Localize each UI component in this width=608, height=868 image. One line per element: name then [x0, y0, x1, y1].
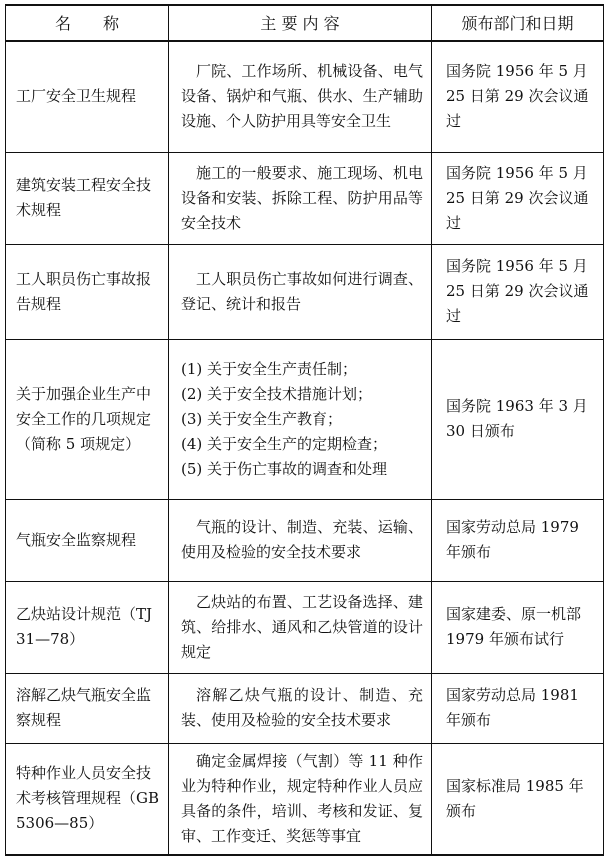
table-row	[6, 581, 604, 673]
row-issuer: 国务院 1956 年 5 月 25 日第 29 次会议通过	[432, 244, 604, 339]
row-content-list	[169, 339, 432, 499]
table-body	[6, 41, 604, 855]
row-content: 乙炔站的布置、工艺设备选择、建筑、给排水、通风和乙炔管道的设计规定	[169, 581, 432, 673]
header-issuer: 颁布部门和日期	[432, 5, 604, 41]
header-name: 名 称	[6, 5, 169, 41]
list-item: (1) 关于安全生产责任制；	[181, 359, 358, 378]
table-row	[6, 743, 604, 855]
table-row	[6, 244, 604, 339]
table-row	[6, 339, 604, 499]
table-row	[6, 41, 604, 152]
row-content: 施工的一般要求、施工现场、机电设备和安装、拆除工程、防护用品等安全技术	[169, 152, 432, 244]
row-issuer: 国家劳动总局 1981 年颁布	[432, 673, 604, 743]
row-issuer: 国家劳动总局 1979 年颁布	[432, 499, 604, 581]
row-content: 工人职员伤亡事故如何进行调查、登记、统计和报告	[169, 244, 432, 339]
row-name: 特种作业人员安全技术考核管理规程（GB 5306—85）	[6, 743, 169, 855]
row-name: 乙炔站设计规范（TJ 31—78）	[6, 581, 169, 673]
row-content: 气瓶的设计、制造、充装、运输、使用及检验的安全技术要求	[169, 499, 432, 581]
row-issuer: 国务院 1956 年 5 月 25 日第 29 次会议通过	[432, 41, 604, 152]
table-header	[6, 5, 604, 41]
list-item: (2) 关于安全技术措施计划；	[181, 384, 373, 403]
row-content: 厂院、工作场所、机械设备、电气设备、锅炉和气瓶、供水、生产辅助设施、个人防护用具等安全卫生	[169, 41, 432, 152]
list-item: (5) 关于伤亡事故的调查和处理	[181, 459, 388, 478]
row-name: 关于加强企业生产中安全工作的几项规定（简称 5 项规定）	[6, 339, 169, 499]
row-issuer: 国家标准局 1985 年颁布	[432, 743, 604, 855]
table-row	[6, 673, 604, 743]
row-name: 建筑安装工程安全技术规程	[6, 152, 169, 244]
table-row	[6, 499, 604, 581]
list-item: (4) 关于安全生产的定期检查；	[181, 434, 388, 453]
row-name: 工人职员伤亡事故报告规程	[6, 244, 169, 339]
row-name: 溶解乙炔气瓶安全监察规程	[6, 673, 169, 743]
row-issuer: 国务院 1956 年 5 月 25 日第 29 次会议通过	[432, 152, 604, 244]
table-row	[6, 152, 604, 244]
row-name: 气瓶安全监察规程	[6, 499, 169, 581]
regulations-table	[5, 4, 604, 856]
row-content: 确定金属焊接（气割）等 11 种作业为特种作业，规定特种作业人员应具备的条件，培训、考核和发证、复审、工作变迁、奖惩等事宜	[169, 743, 432, 855]
header-content: 主 要 内 容	[169, 5, 432, 41]
header-row	[6, 5, 604, 41]
list-item: (3) 关于安全生产教育；	[181, 409, 343, 428]
row-content: 溶解乙炔气瓶的设计、制造、充装、使用及检验的安全技术要求	[169, 673, 432, 743]
row-name: 工厂安全卫生规程	[6, 41, 169, 152]
row-issuer: 国家建委、原一机部 1979 年颁布试行	[432, 581, 604, 673]
row-issuer: 国务院 1963 年 3 月 30 日颁布	[432, 339, 604, 499]
